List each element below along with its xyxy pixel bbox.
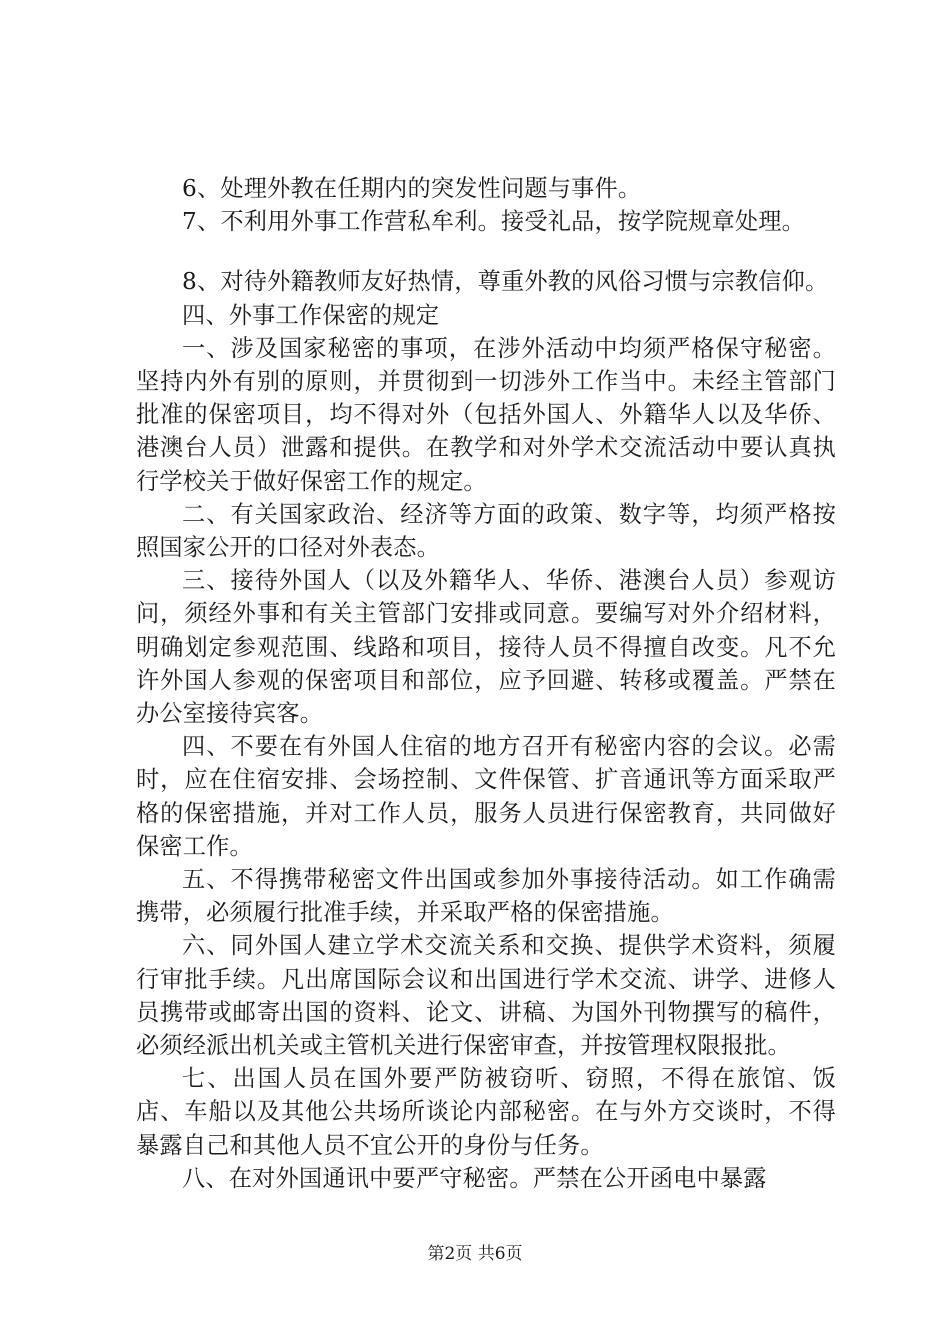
paragraph-rule-8: 八、在对外国通讯中要严守秘密。严禁在公开函电中暴露 xyxy=(182,1164,767,1192)
paragraph-rule-2: 二、有关国家政治、经济等方面的政策、数字等，均须严格按照国家公开的口径对外表态。 xyxy=(136,500,836,562)
paragraph-item-6: 6、处理外教在任期内的突发性问题与事件。 xyxy=(182,175,642,202)
paragraph-rule-5: 五、不得携带秘密文件出国或参加外事接待活动。如工作确需携带，必须履行批准手续，并采取严格的保密措施。 xyxy=(136,866,836,927)
paragraph-rule-3: 三、接待外国人（以及外籍华人、华侨、港澳台人员）参观访问，须经外事和有关主管部门安排或同意。要编写对外介绍材料，明确划定参观范围、线路和项目，接待人员不得擅自改变。凡不允许外国人参观的保密项目和部位，应予回避、转移或覆盖。严禁在办公室接待宾客。 xyxy=(136,567,836,728)
paragraph-rule-6: 六、同外国人建立学术交流关系和交换、提供学术资料，须履行审批手续。凡出席国际会议和出国进行学术交流、讲学、进修人员携带或邮寄出国的资料、论文、讲稿、为国外刊物撰写的稿件，必须经派出机关或主管机关进行保密审查，并按管理权限报批。 xyxy=(136,932,836,1060)
paragraph-rule-4: 四、不要在有外国人住宿的地方召开有秘密内容的会议。必需时，应在住宿安排、会场控制、文件保管、扩音通讯等方面采取严格的保密措施，并对工作人员，服务人员进行保密教育，共同做好保密工作。 xyxy=(136,733,836,860)
paragraph-item-8: 8、对待外籍教师友好热情，尊重外教的风俗习惯与宗教信仰。 xyxy=(182,268,829,296)
paragraph-rule-7: 七、出国人员在国外要严防被窃听、窃照，不得在旅馆、饭店、车船以及其他公共场所谈论内部秘密。在与外方交谈时，不得暴露自己和其他人员不宜公开的身份与任务。 xyxy=(136,1065,836,1159)
paragraph-rule-1: 一、涉及国家秘密的事项，在涉外活动中均须严格保守秘密。坚持内外有别的原则，并贯彻到一切涉外工作当中。未经主管部门批准的保密项目，均不得对外（包括外国人、外籍华人以及华侨、港澳台人员）泄露和提供。在教学和对外学术交流活动中要认真执行学校关于做好保密工作的规定。 xyxy=(136,334,836,495)
page-footer xyxy=(0,1244,950,1264)
page-number-label: 第2页 共6页 xyxy=(427,1244,523,1264)
section-heading-confidentiality: 四、外事工作保密的规定 xyxy=(182,301,440,329)
document-body xyxy=(136,172,836,1195)
paragraph-item-7: 7、不利用外事工作营私牟利。接受礼品，按学院规章处理。 xyxy=(182,208,806,236)
